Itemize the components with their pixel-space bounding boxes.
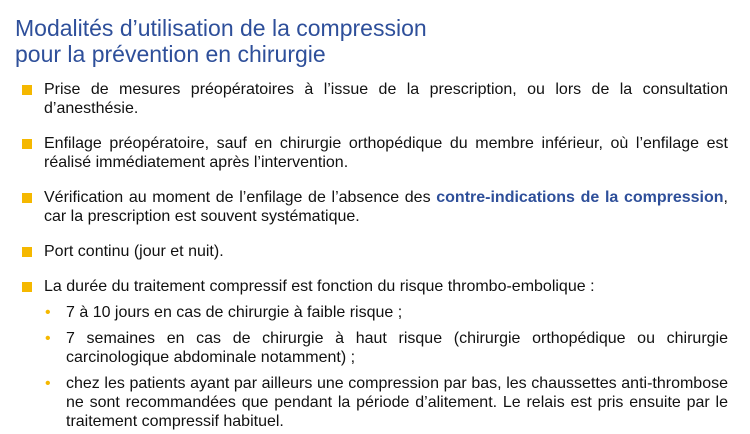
sub-list-item <box>0 329 750 367</box>
list-item-text-after: , car la prescription est souvent systématique. <box>44 189 728 225</box>
list-item-text: Enfilage préopératoire, sauf en chirurgie orthopédique du membre inférieur, où l’enfilage est réalisé immédiatement après l’intervention. <box>44 135 728 171</box>
sub-list-item-text: chez les patients ayant par ailleurs une compression par bas, les chaussettes anti-thrombose ne sont recommandées que pendant la période d’alitement. Le relais est pris ensuite par le traitement compressif habituel. <box>66 375 728 430</box>
square-bullet-icon <box>22 282 32 292</box>
title-line-2: pour la prévention en chirurgie <box>15 41 326 67</box>
list-item <box>0 242 750 261</box>
square-bullet-icon <box>22 85 32 95</box>
sub-list-item-text: 7 semaines en cas de chirurgie à haut risque (chirurgie orthopédique ou chirurgie carcinologique abdominale notamment) ; <box>66 330 728 366</box>
list-item <box>0 80 750 118</box>
list-item <box>0 188 750 226</box>
sub-list-item <box>0 374 750 431</box>
bullet-list <box>0 80 750 431</box>
dot-bullet-icon: • <box>45 330 51 347</box>
contraindications-link[interactable]: contre-indications de la compression <box>436 189 724 206</box>
square-bullet-icon <box>22 139 32 149</box>
list-item <box>0 277 750 296</box>
dot-bullet-icon: • <box>45 375 51 392</box>
list-item-text: Prise de mesures préopératoires à l’issue de la prescription, ou lors de la consultation d’anesthésie. <box>44 81 728 117</box>
list-item-text: La durée du traitement compressif est fonction du risque thrombo-embolique : <box>44 278 595 295</box>
title-line-1: Modalités d’utilisation de la compression <box>15 15 427 41</box>
page-title <box>15 15 427 67</box>
sub-list-item <box>0 303 750 322</box>
square-bullet-icon <box>22 193 32 203</box>
square-bullet-icon <box>22 247 32 257</box>
dot-bullet-icon: • <box>45 304 51 321</box>
list-item <box>0 134 750 172</box>
list-item-text: Port continu (jour et nuit). <box>44 243 224 260</box>
list-item-text-before: Vérification au moment de l’enfilage de l’absence des <box>44 189 437 206</box>
sub-list-item-text: 7 à 10 jours en cas de chirurgie à faible risque ; <box>66 304 403 321</box>
